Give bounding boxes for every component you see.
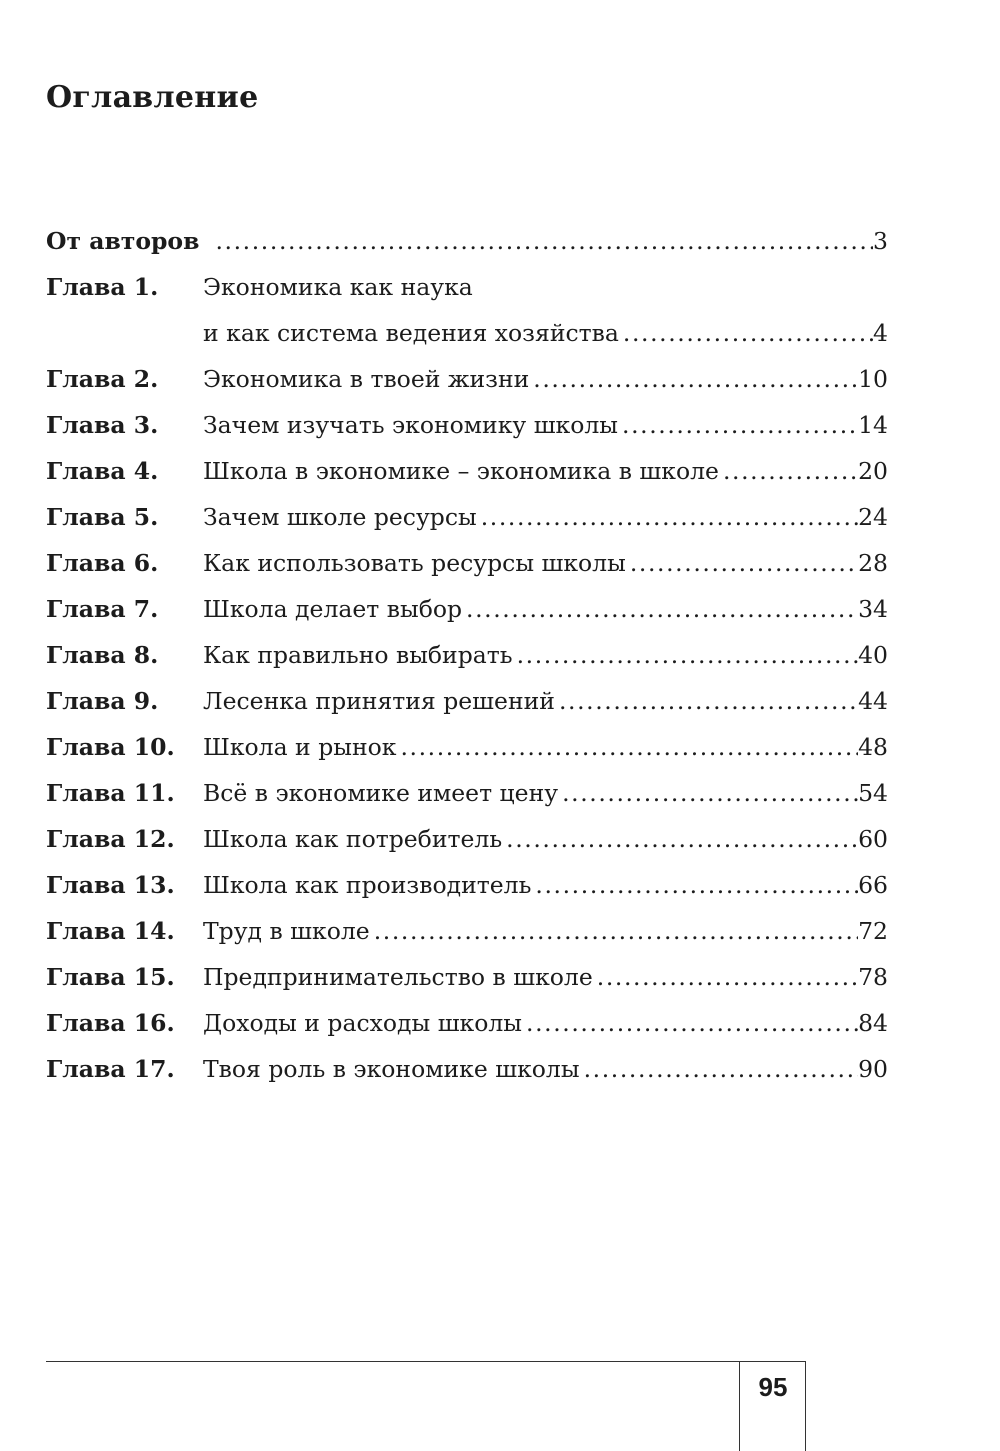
toc-entry[interactable] — [46, 356, 888, 402]
toc-entry-title: Школа и рынок — [203, 733, 397, 761]
toc-entry-continuation[interactable] — [46, 310, 888, 356]
toc-entry-title: Предпринимательство в школе — [203, 963, 593, 991]
dot-leader — [211, 218, 873, 264]
toc-entry-page: 84 — [858, 1009, 888, 1037]
dot-leader — [477, 494, 858, 540]
toc-entry-label: Глава 9. — [46, 687, 159, 715]
toc-entry-label: Глава 16. — [46, 1009, 175, 1037]
toc-entry-page: 28 — [858, 549, 888, 577]
toc-entry-title: Лесенка принятия решений — [203, 687, 555, 715]
toc-entry-title: Школа делает выбор — [203, 595, 463, 623]
toc-entry-title: Доходы и расходы школы — [203, 1009, 523, 1037]
dot-leader — [558, 770, 858, 816]
page-title: Оглавление — [46, 80, 259, 115]
toc-entry-title: Зачем изучать экономику школы — [203, 411, 619, 439]
toc-entry-page: 20 — [858, 457, 888, 485]
toc-entry[interactable] — [46, 540, 888, 586]
toc-entry[interactable] — [46, 1000, 888, 1046]
toc-entry[interactable] — [46, 586, 888, 632]
table-of-contents — [46, 218, 888, 1092]
toc-entry-title: Школа как потребитель — [203, 825, 503, 853]
toc-entry-label: Глава 4. — [46, 457, 159, 485]
toc-entry-title: Экономика в твоей жизни — [203, 365, 530, 393]
toc-entry-label: Глава 5. — [46, 503, 159, 531]
toc-entry-label: Глава 1. — [46, 273, 159, 301]
toc-entry-page: 44 — [858, 687, 888, 715]
toc-entry-label: Глава 10. — [46, 733, 175, 761]
toc-entry-title: и как система ведения хозяйства — [203, 319, 619, 347]
toc-entry[interactable] — [46, 402, 888, 448]
toc-entry-label: Глава 11. — [46, 779, 175, 807]
toc-entry-title: Как правильно выбирать — [203, 641, 513, 669]
toc-entry[interactable] — [46, 724, 888, 770]
toc-entry[interactable] — [46, 264, 888, 310]
toc-entry-title: Школа как производитель — [203, 871, 532, 899]
toc-entry-title: Экономика как наука — [203, 273, 473, 301]
toc-entry[interactable] — [46, 632, 888, 678]
toc-entry[interactable] — [46, 218, 888, 264]
toc-entry[interactable] — [46, 816, 888, 862]
dot-leader — [618, 402, 858, 448]
dot-leader — [529, 356, 858, 402]
toc-entry-label: Глава 12. — [46, 825, 175, 853]
toc-entry-label: От авторов — [46, 227, 200, 255]
toc-entry-title: Как использовать ресурсы школы — [203, 549, 626, 577]
toc-entry[interactable] — [46, 862, 888, 908]
toc-entry-label: Глава 6. — [46, 549, 159, 577]
toc-entry-page: 10 — [858, 365, 888, 393]
toc-entry-page: 14 — [858, 411, 888, 439]
toc-entry-label: Глава 15. — [46, 963, 175, 991]
toc-entry-label: Глава 3. — [46, 411, 159, 439]
toc-entry-page: 90 — [858, 1055, 888, 1083]
toc-entry-page: 40 — [858, 641, 888, 669]
dot-leader — [593, 954, 858, 1000]
dot-leader — [502, 816, 858, 862]
toc-entry[interactable] — [46, 1046, 888, 1092]
toc-entry-label: Глава 17. — [46, 1055, 175, 1083]
toc-entry-label: Глава 7. — [46, 595, 159, 623]
dot-leader — [396, 724, 858, 770]
dot-leader — [462, 586, 858, 632]
toc-entry-page: 78 — [858, 963, 888, 991]
page-number-box-left-border — [739, 1361, 740, 1451]
dot-leader — [531, 862, 858, 908]
toc-entry[interactable] — [46, 494, 888, 540]
toc-entry-page: 54 — [858, 779, 888, 807]
toc-entry-title: Зачем школе ресурсы — [203, 503, 477, 531]
dot-leader — [580, 1046, 859, 1092]
toc-entry-page: 66 — [858, 871, 888, 899]
toc-entry[interactable] — [46, 678, 888, 724]
toc-entry-label: Глава 8. — [46, 641, 159, 669]
toc-entry-page: 48 — [858, 733, 888, 761]
footer-divider — [46, 1361, 806, 1362]
toc-entry-label: Глава 13. — [46, 871, 175, 899]
toc-entry[interactable] — [46, 448, 888, 494]
toc-entry[interactable] — [46, 954, 888, 1000]
toc-entry[interactable] — [46, 770, 888, 816]
dot-leader — [522, 1000, 858, 1046]
toc-entry-page: 72 — [858, 917, 888, 945]
toc-entry-page: 60 — [858, 825, 888, 853]
page-number: 95 — [758, 1372, 788, 1402]
dot-leader — [619, 310, 873, 356]
toc-entry-page: 4 — [873, 319, 888, 347]
toc-entry-label: Глава 2. — [46, 365, 159, 393]
dot-leader — [626, 540, 858, 586]
toc-entry-label: Глава 14. — [46, 917, 175, 945]
dot-leader — [555, 678, 858, 724]
toc-entry-page: 3 — [873, 227, 888, 255]
dot-leader — [513, 632, 859, 678]
toc-entry[interactable] — [46, 908, 888, 954]
dot-leader — [370, 908, 858, 954]
toc-entry-page: 34 — [858, 595, 888, 623]
toc-entry-title: Школа в экономике – экономика в школе — [203, 457, 719, 485]
toc-entry-title: Труд в школе — [203, 917, 370, 945]
dot-leader — [719, 448, 858, 494]
toc-entry-page: 24 — [858, 503, 888, 531]
page-number-box-right-border — [805, 1361, 806, 1451]
toc-entry-title: Всё в экономике имеет цену — [203, 779, 559, 807]
toc-entry-title: Твоя роль в экономике школы — [203, 1055, 580, 1083]
